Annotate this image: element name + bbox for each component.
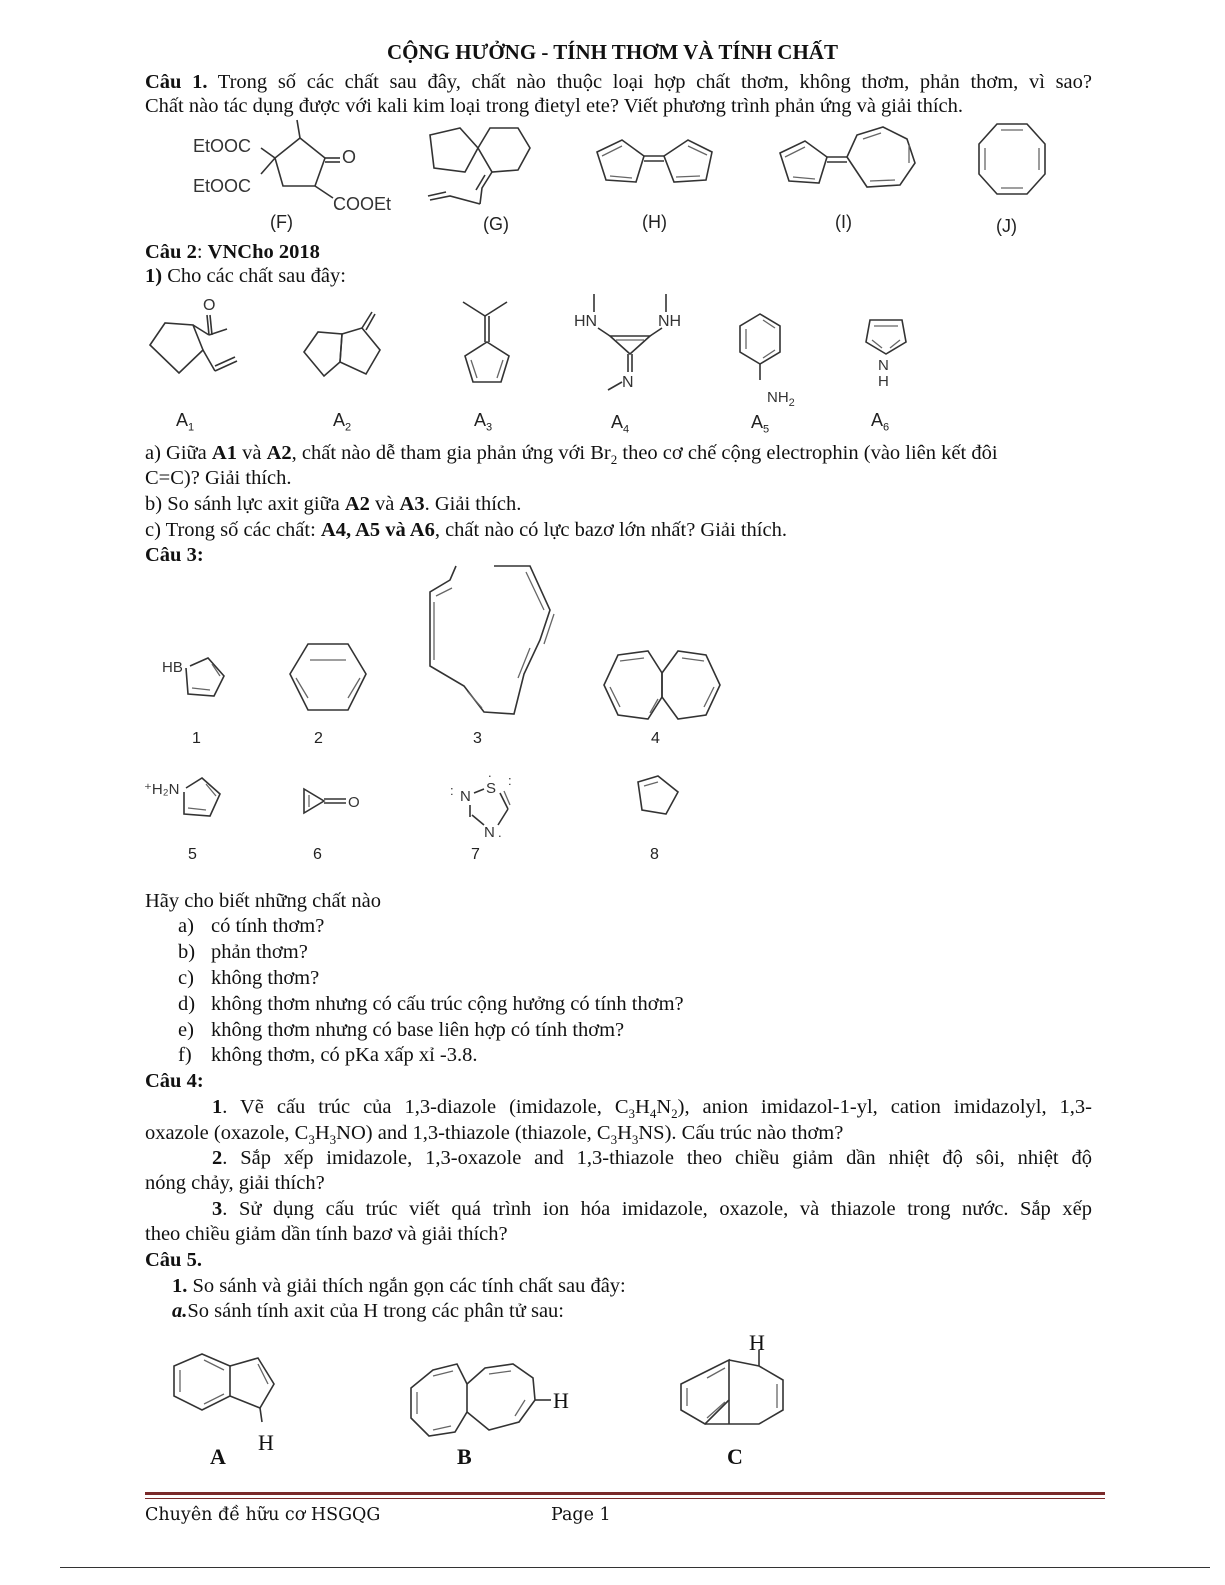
a6-atom-n: N <box>878 357 889 374</box>
label-g: (G) <box>483 214 509 234</box>
structure-3-7 <box>448 765 528 840</box>
label-a4: $A_4$ <box>611 412 630 436</box>
q3-item-e-text: không thơm nhưng có base liên hợp có tính thơm? <box>211 1019 625 1041</box>
label-5b: B <box>457 1444 472 1469</box>
label-a3: $A_3$ <box>474 410 493 434</box>
footer-rule <box>145 1492 1105 1495</box>
q5-p1: 1. So sánh và giải thích ngắn gọn các tính chất sau đây: <box>172 1275 626 1297</box>
q3-item-c: c) <box>178 967 194 989</box>
q3-item-a: a) <box>178 915 194 937</box>
f-group-cooet: COOEt <box>333 194 392 214</box>
a1-atom-o: O <box>203 297 216 314</box>
q3-num-7: 7 <box>471 846 480 863</box>
q3-num-1: 1 <box>192 730 201 747</box>
q3-num-3: 3 <box>473 730 482 747</box>
svg-text::: : <box>508 773 512 788</box>
q2-part1: 1) Cho các chất sau đây: <box>145 265 346 287</box>
q2-source: VNCho 2018 <box>207 241 320 263</box>
s7-atom-n2: N <box>484 824 495 841</box>
q2-label: Câu 2 <box>145 241 197 263</box>
q3-item-d-text: không thơm nhưng có cấu trúc cộng hưởng có tính thơm? <box>211 993 684 1015</box>
q4-p1-line1: 1. Vẽ cấu trúc của 1,3-diazole (imidazole, $C_3H_4N_2$), anion imidazol-1-yl, cation imidazolyl, 1,3- <box>212 1096 1092 1122</box>
q3-num-5: 5 <box>188 846 197 863</box>
structure-a2 <box>300 310 390 385</box>
label-5a: A <box>210 1444 226 1469</box>
q3-num-4: 4 <box>651 730 660 747</box>
a4-atom-n: N <box>622 374 634 391</box>
label-5b-h: H <box>553 1388 569 1413</box>
q1-line2: Chất nào tác dụng được với kali kim loại trong đietyl ete? Viết phương trình phản ứng và giải thích. <box>145 95 964 117</box>
svg-text::: : <box>450 783 454 798</box>
q2-a-line2: C=C)? Giải thích. <box>145 467 292 489</box>
structure-h <box>592 132 722 192</box>
s7-atom-s: S <box>486 780 497 797</box>
q2-a-line1: a) Giữa A1 và A2, chất nào dễ tham gia phản ứng với $Br_2$ theo cơ chế cộng electrophin (vào liên kết đôi <box>145 442 998 468</box>
page-title: CỘNG HƯỞNG - TÍNH THƠM VÀ TÍNH CHẤT <box>387 40 838 64</box>
q4-p2-line1: 2. Sắp xếp imidazole, 1,3-oxazole and 1,3-thiazole theo chiều giảm dần nhiệt độ sôi, nhiệt độ <box>212 1147 1092 1169</box>
structure-3-2 <box>286 640 371 715</box>
structure-5a <box>170 1350 280 1435</box>
structure-3-6 <box>300 785 370 820</box>
footer-rule-thin <box>145 1498 1105 1499</box>
q4-p2-line2: nóng chảy, giải thích? <box>145 1172 325 1194</box>
structure-a3 <box>455 298 520 388</box>
structure-3-8 <box>634 774 684 819</box>
f-group-etooc2: EtOOC <box>193 176 252 196</box>
q3-num-6: 6 <box>313 846 322 863</box>
a6-atom-h: H <box>878 373 889 390</box>
structure-5b <box>405 1360 555 1440</box>
q3-num-8: 8 <box>650 846 659 863</box>
label-a5: $A_5$ <box>751 412 770 436</box>
structure-a5 <box>735 312 805 407</box>
label-a6: $A_6$ <box>871 410 890 434</box>
q3-item-d: d) <box>178 993 196 1015</box>
q4-p1-line2: oxazole (oxazole, $C_3H_3NO$) and 1,3-thiazole (thiazole, $C_3H_3NS$). Cấu trúc nào thơm? <box>145 1122 844 1148</box>
q3-item-a-text: có tính thơm? <box>211 915 325 937</box>
label-5a-h: H <box>258 1430 274 1455</box>
a4-atom-hn: HN <box>574 313 598 330</box>
svg-text:.: . <box>488 765 492 780</box>
q4-p3-line1: 3. Sử dụng cấu trúc viết quá trình ion hóa imidazole, oxazole, và thiazole trong nước. Sắp xếp <box>212 1198 1092 1220</box>
structure-a4 <box>572 292 692 392</box>
f-group-o: O <box>342 147 357 167</box>
page-bottom-edge <box>60 1567 1210 1568</box>
structure-a1 <box>145 295 245 385</box>
s7-atom-n1: N <box>460 788 471 805</box>
s1-atom-hb: HB <box>162 659 183 676</box>
q2-heading: Câu 2: VNCho 2018 <box>145 241 320 263</box>
structure-a6 <box>862 318 912 390</box>
a4-atom-nh: NH <box>658 313 682 330</box>
q4-p3-line2: theo chiều giảm dần tính bazơ và giải thích? <box>145 1223 508 1245</box>
q5-pa: a.So sánh tính axit của H trong các phân tử sau: <box>172 1300 564 1322</box>
footer-page-number: Page 1 <box>551 1505 611 1525</box>
q1-line1 <box>145 70 1092 94</box>
label-a1: $A_1$ <box>176 410 195 434</box>
q3-item-e: e) <box>178 1019 194 1041</box>
structure-j <box>975 122 1050 202</box>
q3-item-f-text: không thơm, có pKa xấp xỉ -3.8. <box>211 1044 478 1066</box>
label-f: (F) <box>270 212 293 232</box>
q3-item-b: b) <box>178 941 196 963</box>
structure-3-5 <box>140 770 230 825</box>
a5-atom-nh2: $NH_2$ <box>767 389 795 409</box>
q1-text1: Trong số các chất sau đây, chất nào thuộc loại hợp chất thơm, không thơm, phản thơm, vì sao? <box>207 71 1092 93</box>
q2-c: c) Trong số các chất: A4, A5 và A6, chất nào có lực bazơ lớn nhất? Giải thích. <box>145 519 787 541</box>
svg-text:.: . <box>498 825 502 840</box>
label-5c-h: H <box>749 1330 765 1355</box>
q5-label: Câu 5. <box>145 1249 202 1271</box>
s5-atom-h2n: ⁺H₂N <box>144 781 180 798</box>
structure-3-3 <box>422 562 602 720</box>
q2-b: b) So sánh lực axit giữa A2 và A3. Giải thích. <box>145 493 522 515</box>
s6-atom-o: O <box>348 794 360 811</box>
q3-item-b-text: phản thơm? <box>211 941 308 963</box>
label-j: (J) <box>996 216 1017 236</box>
q4-label: Câu 4: <box>145 1070 204 1092</box>
structure-3-4 <box>600 645 725 725</box>
q3-item-f: f) <box>178 1044 192 1066</box>
q3-num-2: 2 <box>314 730 323 747</box>
f-group-etooc1: EtOOC <box>193 136 252 156</box>
structure-5c <box>675 1350 795 1440</box>
label-5c: C <box>727 1444 743 1469</box>
q3-label: Câu 3: <box>145 544 204 566</box>
label-h: (H) <box>642 212 667 232</box>
q3-item-c-text: không thơm? <box>211 967 320 989</box>
footer-title: Chuyên đề hữu cơ HSGQG <box>145 1505 381 1525</box>
structure-i <box>775 125 920 195</box>
structure-f <box>185 118 415 228</box>
q1-label: Câu 1. <box>145 71 208 93</box>
structure-3-1 <box>160 650 230 700</box>
label-a2: $A_2$ <box>333 410 352 434</box>
q3-question: Hãy cho biết những chất nào <box>145 890 381 912</box>
structure-g <box>420 120 540 210</box>
label-i: (I) <box>835 212 852 232</box>
